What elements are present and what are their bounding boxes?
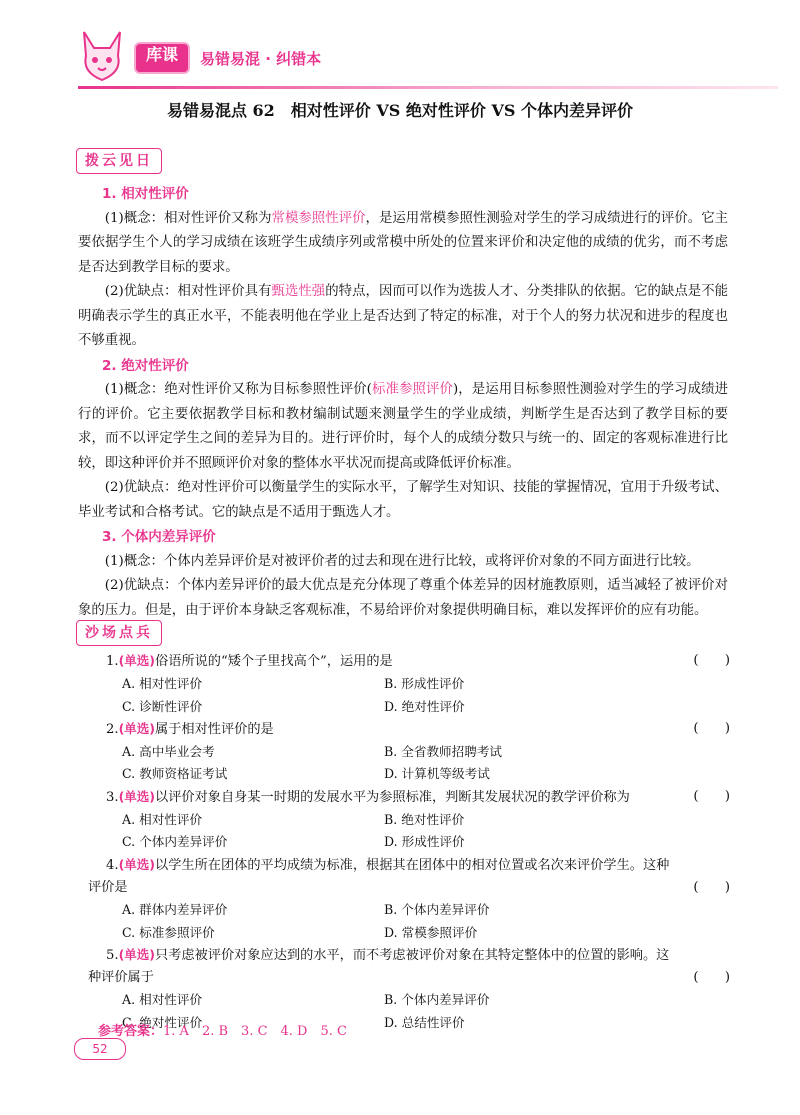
answer-key [98, 1020, 347, 1039]
option: A. 相对性评价 [122, 992, 203, 1008]
options [106, 899, 730, 944]
paragraph: (2)优缺点：相对性评价具有甄选性强的特点，因而可以作为选拔人才、分类排队的依据。它的缺点是不能明确表示学生的真正水平，不能表明他在学业上是否达到了特定的标准，对于个人的努力状况和进步的程度也不够重视。 [78, 284, 729, 348]
heading-relative: 1. 相对性评价 [102, 186, 189, 202]
question-stem: 3.(单选)以评价对象自身某一时期的发展水平为参照标准，判断其发展状况的教学评价称为 ( ) [106, 786, 730, 809]
option: D. 总结性评价 [384, 1014, 465, 1030]
answer-bracket: ( ) [693, 879, 730, 895]
option: D. 常模参照评价 [384, 924, 478, 940]
option: A. 相对性评价 [122, 676, 203, 692]
answer-bracket: ( ) [693, 720, 730, 736]
page-header [78, 28, 778, 88]
option: C. 个体内差异评价 [122, 834, 228, 850]
paragraph: (1)概念：相对性评价又称为常模参照性评价，是运用常模参照性测验对学生的学习成绩进行的评价。它主要依据学生个人的学习成绩在该班学生成绩序列或常模中所处的位置来评价和决定他的成绩的优劣，而不考虑是否达到教学目标的要求。 [78, 210, 729, 275]
question-stem: 2.(单选)属于相对性评价的是 ( ) [106, 718, 730, 741]
questions-list [88, 650, 730, 1034]
question-stem: 1.(单选)俗语所说的“矮个子里找高个”，运用的是 ( ) [106, 650, 730, 673]
answer-bracket: ( ) [693, 653, 730, 668]
option: B. 绝对性评价 [384, 812, 465, 828]
option: C. 绝对性评价 [122, 1014, 203, 1030]
options [106, 673, 730, 718]
option: A. 高中毕业会考 [122, 744, 215, 760]
fox-mascot-icon [78, 28, 126, 84]
option: D. 计算机等级考试 [384, 766, 490, 782]
section-tag-concepts: 拨云见日 [76, 148, 162, 174]
answer-label: 参考答案： [98, 1024, 164, 1039]
paragraph: (2)优缺点：绝对性评价可以衡量学生的实际水平，了解学生对知识、技能的掌握情况，宜用于升级考试、毕业考试和合格考试。它的缺点是不适用于甄选人才。 [78, 480, 728, 520]
page-title: 易错易混点 62 相对性评价 VS 绝对性评价 VS 个体内差异评价 [166, 101, 634, 120]
answer-bracket: ( ) [693, 788, 730, 804]
paragraph: (1)概念：绝对性评价又称为目标参照性评价(标准参照评价)，是运用目标参照性测验对学生的学习成绩进行的评价。它主要依据教学目标和教材编制试题来测量学生的学业成绩，判断学生是否达到了教学目标的要求，而不以评定学生之间的差异为目的。进行评价时，每个人的成绩分数只与统一的、固定的客观标准进行比较，即这种评价并不照顾评价对象的整体水平状况而提高或降低评价标准。 [78, 382, 728, 471]
header-divider [78, 86, 778, 89]
page-number: 52 [74, 1038, 126, 1060]
option: B. 全省教师招聘考试 [384, 744, 503, 760]
options [106, 741, 730, 786]
answer-bracket: ( ) [693, 970, 730, 986]
option: A. 群体内差异评价 [122, 902, 228, 918]
option: B. 个体内差异评价 [384, 902, 490, 918]
option: C. 标准参照评价 [122, 924, 215, 940]
option: A. 相对性评价 [122, 812, 203, 828]
question-stem-cont: 评价是 ( ) [88, 877, 730, 899]
option: C. 诊断性评价 [122, 698, 203, 714]
answer-text: 1. A 2. B 3. C 4. D 5. C [163, 1024, 347, 1039]
brand-subtitle: Kuke Life [140, 66, 181, 74]
paragraph: (2)优缺点：个体内差异评价的最大优点是充分体现了尊重个体差异的因材施教原则，适当减轻了被评价对象的压力。但是，由于评价本身缺乏客观标准，不易给评价对象提供明确目标，难以发挥评价的应有功能。 [78, 578, 728, 618]
question-stem: 5.(单选)只考虑被评价对象应达到的水平，而不考虑被评价对象在其特定整体中的位置的影响。这 [106, 946, 670, 963]
option: B. 形成性评价 [384, 676, 465, 692]
option: B. 个体内差异评价 [384, 992, 490, 1008]
series-title: 易错易混 · 纠错本 [200, 50, 322, 68]
question-stem: 4.(单选)以学生所在团体的平均成绩为标准，根据其在团体中的相对位置或名次来评价学生。这种 [106, 856, 670, 873]
option: D. 形成性评价 [384, 834, 465, 850]
brand-logo: 库课 [134, 42, 190, 74]
options [106, 809, 730, 854]
question-stem-cont: 种评价属于 ( ) [88, 967, 730, 989]
option: C. 教师资格证考试 [122, 766, 228, 782]
option: D. 绝对性评价 [384, 698, 465, 714]
heading-absolute: 2. 绝对性评价 [102, 357, 189, 374]
section-tag-practice: 沙场点兵 [76, 620, 162, 646]
concepts-content [78, 182, 728, 623]
paragraph: (1)概念：个体内差异评价是对被评价者的过去和现在进行比较，或将评价对象的不同方面进行比较。 [104, 553, 700, 569]
heading-individual: 3. 个体内差异评价 [102, 529, 216, 545]
